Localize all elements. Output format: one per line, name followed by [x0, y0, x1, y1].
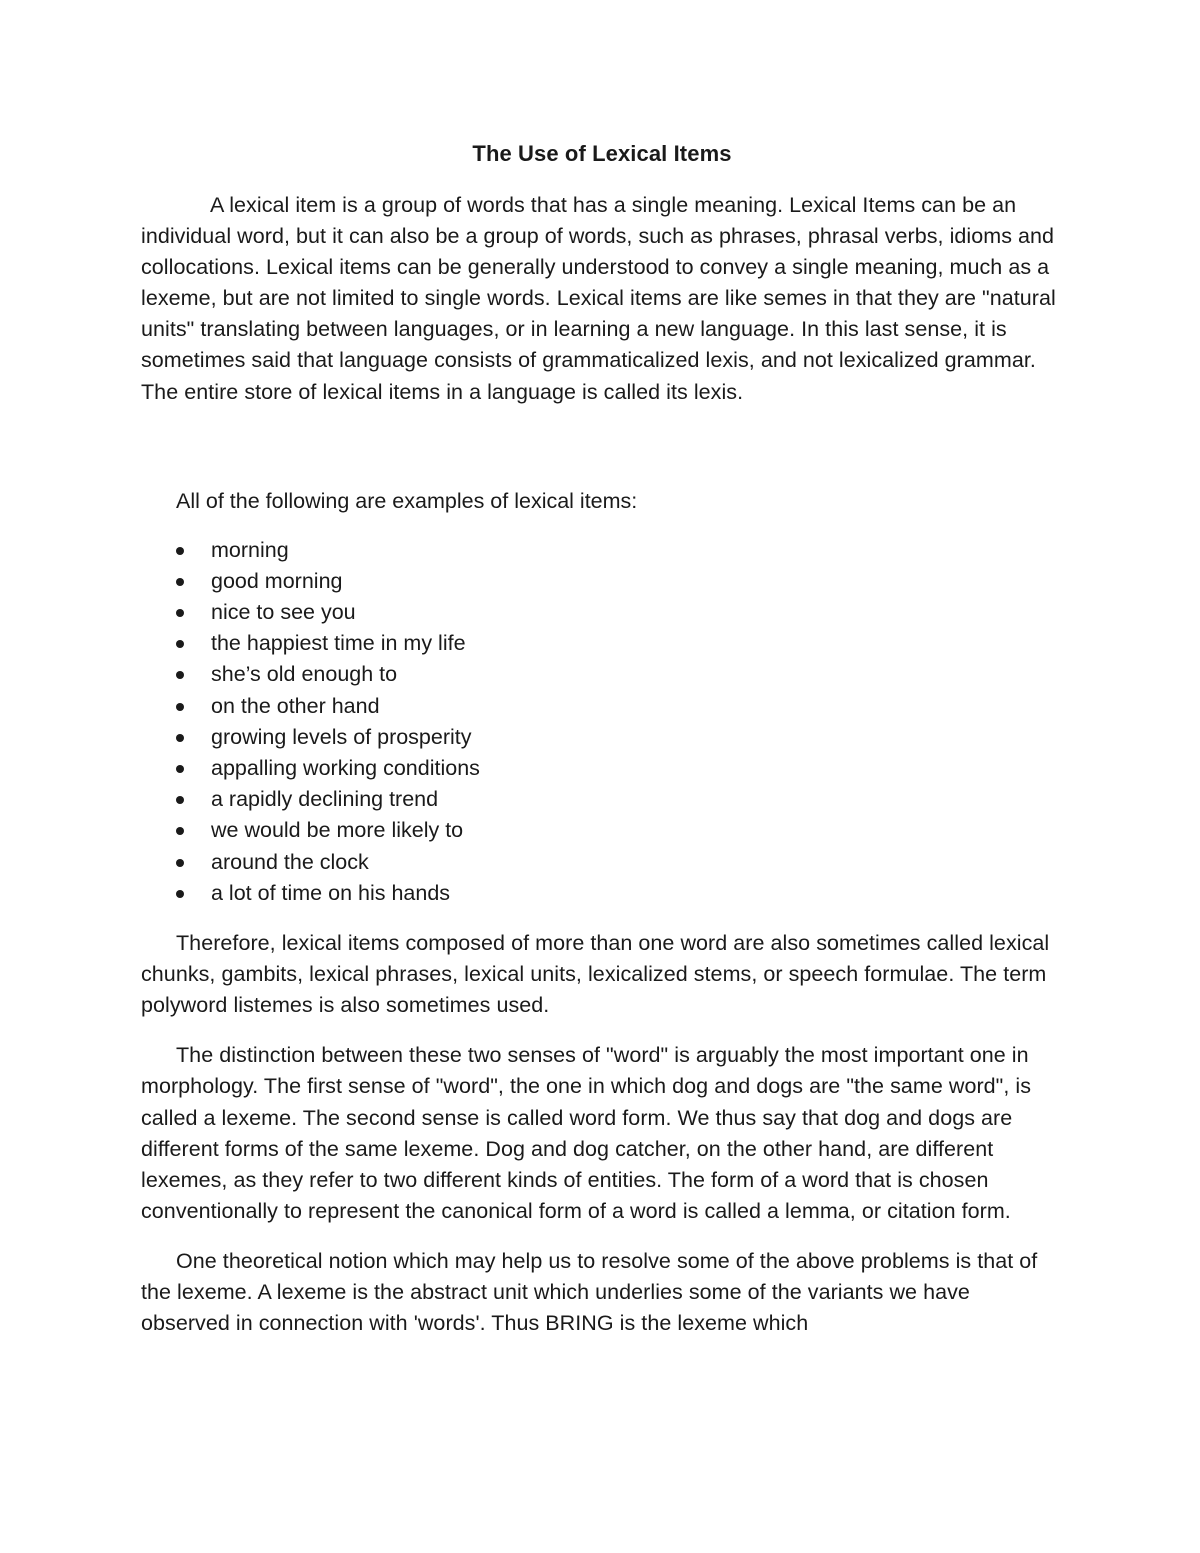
bullet-icon — [176, 547, 184, 555]
document-page — [141, 138, 1063, 1339]
bullet-icon — [176, 796, 184, 804]
bullet-icon — [176, 640, 184, 648]
bullet-icon — [176, 765, 184, 773]
list-item: we would be more likely to — [141, 815, 1063, 846]
list-item: the happiest time in my life — [141, 628, 1063, 659]
examples-intro: All of the following are examples of lexical items: — [176, 488, 638, 513]
bullet-icon — [176, 859, 184, 867]
list-item: appalling working conditions — [141, 753, 1063, 784]
bullet-icon — [176, 827, 184, 835]
list-item: good morning — [141, 566, 1063, 597]
intro-paragraph: A lexical item is a group of words that has a single meaning. Lexical Items can be an individual word, but it can also be a group of words, such as phrases, phrasal verbs, idioms and collocations. Lexical items can be generally understood to convey a single meaning, much as a lexeme, but are not limited to single words. Lexical items are like semes in that they are "natural units" translating between languages, or in learning a new language. In this last sense, it is sometimes said that language consists of grammaticalized lexis, and not lexicalized grammar. The entire store of lexical items in a language is called its lexis. — [141, 193, 1056, 404]
word-senses-paragraph: The distinction between these two senses of "word" is arguably the most important one in morphology. The first sense of "word", the one in which dog and dogs are "the same word", is called a lexeme. The second sense is called word form. We thus say that dog and dogs are different forms of the same lexeme. Dog and dog catcher, on the other hand, are different lexemes, as they refer to two different kinds of entities. The form of a word that is chosen conventionally to represent the canonical form of a word is called a lemma, or citation form. — [141, 1043, 1032, 1223]
bullet-icon — [176, 671, 184, 679]
bullet-icon — [176, 890, 184, 898]
examples-list — [141, 535, 1063, 909]
bullet-icon — [176, 578, 184, 586]
list-item: on the other hand — [141, 691, 1063, 722]
list-item: she’s old enough to — [141, 659, 1063, 690]
list-item: nice to see you — [141, 597, 1063, 628]
list-item: morning — [141, 535, 1063, 566]
lexeme-paragraph: One theoretical notion which may help us to resolve some of the above problems is that of the lexeme. A lexeme is the abstract unit which underlies some of the variants we have observed in connection with 'words'. Thus BRING is the lexeme which — [141, 1248, 1038, 1336]
bullet-icon — [176, 609, 184, 617]
list-item: a lot of time on his hands — [141, 878, 1063, 909]
list-item: growing levels of prosperity — [141, 722, 1063, 753]
bullet-icon — [176, 703, 184, 711]
chunks-paragraph: Therefore, lexical items composed of more than one word are also sometimes called lexical chunks, gambits, lexical phrases, lexical units, lexicalized stems, or speech formulae. The term polyword listemes is also sometimes used. — [141, 931, 1050, 1018]
list-item: around the clock — [141, 847, 1063, 878]
bullet-icon — [176, 734, 184, 742]
document-title: The Use of Lexical Items — [472, 141, 732, 166]
list-item: a rapidly declining trend — [141, 784, 1063, 815]
